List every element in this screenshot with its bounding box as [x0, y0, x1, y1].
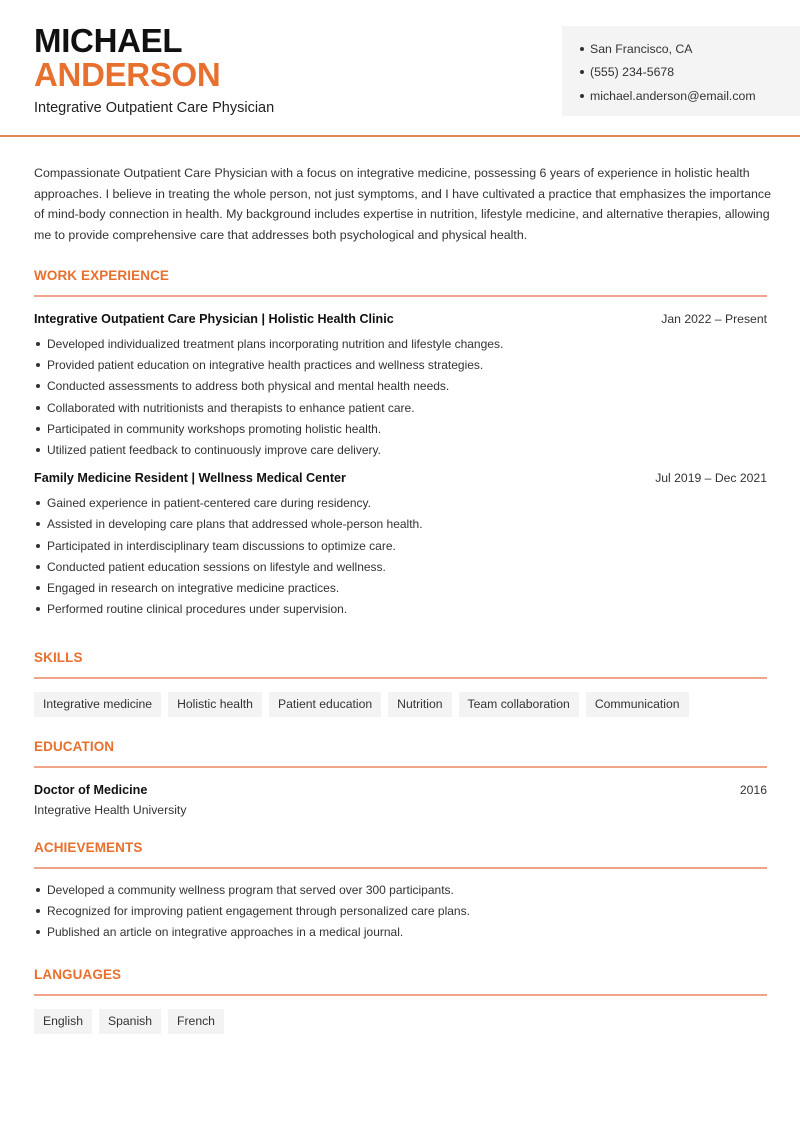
bullet-text: Recognized for improving patient engagement through personalized care plans. — [47, 904, 470, 919]
bullet-text: Gained experience in patient-centered care during residency. — [47, 496, 371, 511]
section-divider — [34, 867, 767, 869]
list-item — [34, 535, 767, 556]
work-experience-section — [34, 268, 767, 620]
achievements-list — [34, 880, 767, 944]
skill-chip: Nutrition — [388, 692, 451, 717]
list-item — [34, 901, 767, 922]
list-item — [34, 493, 767, 514]
list-item — [34, 376, 767, 397]
list-item — [34, 334, 767, 355]
job-title: Family Medicine Resident | Wellness Medical Center — [34, 470, 346, 485]
languages-list — [34, 1009, 767, 1034]
bullet-text: Participated in community workshops promoting holistic health. — [47, 421, 382, 436]
skills-list — [34, 692, 767, 717]
skills-section — [34, 650, 767, 717]
job-bullets — [34, 334, 767, 461]
skill-chip: Communication — [586, 692, 689, 717]
bullet-icon — [36, 888, 40, 892]
job-title-headline: Integrative Outpatient Care Physician — [34, 100, 275, 116]
section-heading: LANGUAGES — [34, 967, 122, 982]
section-divider — [34, 994, 767, 996]
bullet-icon — [36, 501, 40, 505]
list-item — [34, 880, 767, 901]
skill-chip: Team collaboration — [459, 692, 579, 717]
summary-paragraph: Compassionate Outpatient Care Physician with a focus on integrative medicine, possessing 6 years of experience in holistic health approaches. I believe in treating the whole person, not just symptoms, and I have cultivated a practice that emphasizes the importance of mind-body connection in health. My background includes expertise in nutrition, lifestyle medicine, and alternative therapies, allowing me to provide comprehensive care that addresses both psychological and physical health. — [34, 166, 771, 243]
list-item — [34, 397, 767, 418]
achievements-section — [34, 840, 767, 943]
contact-phone — [580, 61, 800, 85]
bullet-text: Collaborated with nutritionists and therapists to enhance patient care. — [47, 400, 415, 415]
bullet-icon — [580, 70, 584, 74]
bullet-icon — [580, 47, 584, 51]
job-entry — [34, 471, 767, 620]
bullet-text: Participated in interdisciplinary team discussions to optimize care. — [47, 538, 396, 553]
bullet-icon — [36, 427, 40, 431]
bullet-icon — [36, 565, 40, 569]
bullet-text: Developed a community wellness program that served over 300 participants. — [47, 883, 454, 898]
contact-location — [580, 37, 800, 61]
education-section — [34, 739, 767, 817]
list-item — [34, 599, 767, 620]
job-dates: Jan 2022 – Present — [661, 311, 767, 326]
bullet-icon — [36, 342, 40, 346]
bullet-text: Performed routine clinical procedures under supervision. — [47, 602, 348, 617]
bullet-icon — [580, 94, 584, 98]
job-dates: Jul 2019 – Dec 2021 — [655, 470, 767, 485]
phone-text: (555) 234-5678 — [590, 65, 675, 80]
job-entry — [34, 312, 767, 461]
list-item — [34, 922, 767, 943]
language-chip: English — [34, 1009, 92, 1034]
email-link[interactable]: michael.anderson@email.com — [590, 88, 756, 103]
bullet-icon — [36, 522, 40, 526]
bullet-text: Published an article on integrative approaches in a medical journal. — [47, 925, 404, 940]
section-heading: EDUCATION — [34, 739, 115, 754]
bullet-icon — [36, 909, 40, 913]
list-item — [34, 556, 767, 577]
bullet-icon — [36, 586, 40, 590]
location-text: San Francisco, CA — [590, 41, 693, 56]
section-heading: ACHIEVEMENTS — [34, 840, 143, 855]
first-name: MICHAEL — [34, 22, 183, 59]
bullet-icon — [36, 384, 40, 388]
bullet-text: Assisted in developing care plans that addressed whole-person health. — [47, 517, 423, 532]
bullet-icon — [36, 930, 40, 934]
last-name: ANDERSON — [34, 56, 221, 93]
list-item — [34, 577, 767, 598]
header-divider — [0, 135, 800, 137]
skill-chip: Patient education — [269, 692, 381, 717]
language-chip: French — [168, 1009, 224, 1034]
section-divider — [34, 677, 767, 679]
language-chip: Spanish — [99, 1009, 161, 1034]
job-bullets — [34, 493, 767, 620]
bullet-icon — [36, 363, 40, 367]
contact-email — [580, 84, 800, 108]
bullet-text: Conducted assessments to address both physical and mental health needs. — [47, 379, 450, 394]
list-item — [34, 439, 767, 460]
list-item — [34, 355, 767, 376]
section-heading: WORK EXPERIENCE — [34, 268, 170, 283]
degree: Doctor of Medicine — [34, 782, 148, 797]
resume-header — [0, 0, 800, 137]
bullet-icon — [36, 406, 40, 410]
skill-chip: Integrative medicine — [34, 692, 161, 717]
languages-section — [34, 967, 767, 1034]
section-divider — [34, 295, 767, 297]
skill-chip: Holistic health — [168, 692, 262, 717]
list-item — [34, 514, 767, 535]
bullet-icon — [36, 544, 40, 548]
school-name: Integrative Health University — [34, 802, 187, 817]
graduation-year: 2016 — [739, 782, 767, 797]
bullet-text: Conducted patient education sessions on lifestyle and wellness. — [47, 559, 386, 574]
bullet-icon — [36, 607, 40, 611]
bullet-text: Provided patient education on integrative health practices and wellness strategies. — [47, 358, 484, 373]
job-title: Integrative Outpatient Care Physician | Holistic Health Clinic — [34, 311, 394, 326]
bullet-text: Developed individualized treatment plans incorporating nutrition and lifestyle changes. — [47, 337, 504, 352]
bullet-text: Utilized patient feedback to continuously improve care delivery. — [47, 443, 381, 458]
bullet-icon — [36, 448, 40, 452]
bullet-text: Engaged in research on integrative medicine practices. — [47, 580, 340, 595]
list-item — [34, 418, 767, 439]
contact-info — [562, 26, 800, 116]
section-heading: SKILLS — [34, 650, 83, 665]
section-divider — [34, 766, 767, 768]
